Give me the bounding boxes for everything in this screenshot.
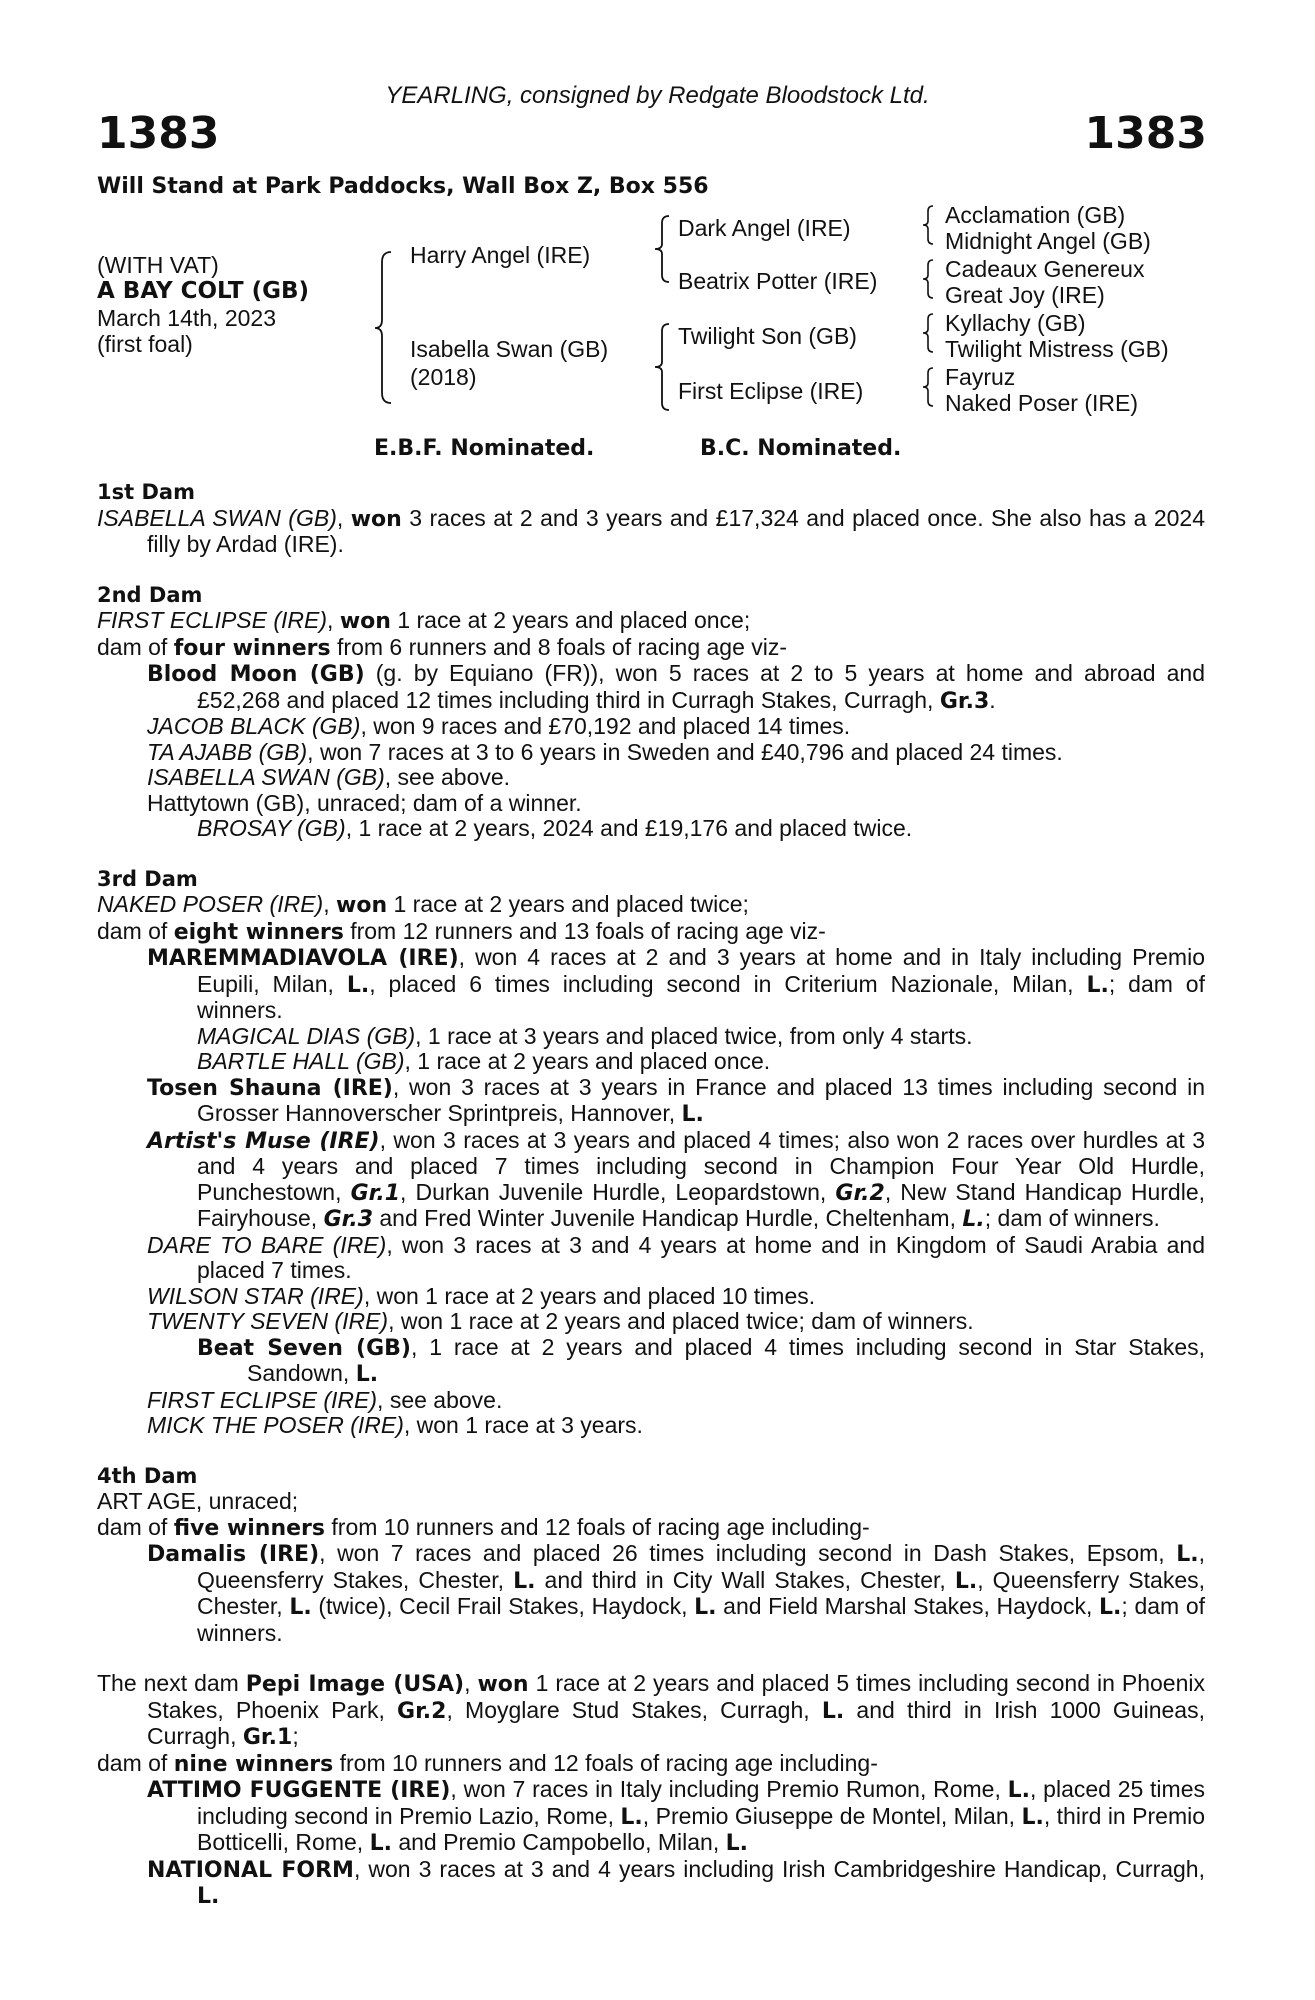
- produce-first-eclipse: FIRST ECLIPSE (IRE), see above.: [147, 1386, 503, 1413]
- fourth-dam-entry: ART AGE, unraced;: [97, 1488, 299, 1514]
- stand-location: Will Stand at Park Paddocks, Wall Box Z, Box 556: [97, 174, 709, 199]
- produce-brosay: BROSAY (GB), 1 race at 2 years, 2024 and £19,176 and placed twice.: [197, 815, 913, 841]
- consignor-line: YEARLING, consigned by Redgate Bloodstock Ltd.: [385, 82, 930, 109]
- produce-national-form: NATIONAL FORM, won 3 races at 3 and 4 years including Irish Cambridgeshire Handicap, Curragh, L.: [147, 1855, 1205, 1909]
- subject-name: A BAY COLT (GB): [97, 278, 310, 304]
- produce-tosen-shauna: Tosen Shauna (IRE), won 3 races at 3 years in France and placed 13 times including second in Grosser Hannoverscher Sprintpreis, Hannover, L.: [147, 1073, 1205, 1127]
- produce-bartle-hall: BARTLE HALL (GB), 1 race at 2 years and placed once.: [197, 1048, 771, 1074]
- produce-blood-moon: Blood Moon (GB) (g. by Equiano (FR)), won 5 races at 2 to 5 years at home and abroad and £52,268 and placed 12 times including third in Curragh Stakes, Curragh, Gr.3.: [147, 660, 1206, 714]
- brace-parents: [372, 250, 394, 405]
- bc-nominated: B.C. Nominated.: [700, 436, 902, 461]
- brace-ggp-2: [920, 258, 936, 300]
- pedigree-ggp-1: Acclamation (GB): [945, 202, 1126, 228]
- produce-jacob-black: JACOB BLACK (GB), won 9 races and £70,192 and placed 14 times.: [147, 713, 851, 739]
- brace-dam-line: [652, 322, 672, 412]
- produce-twenty-seven: TWENTY SEVEN (IRE), won 1 race at 2 years and placed twice; dam of winners.: [147, 1308, 974, 1334]
- second-dam-title: 2nd Dam: [97, 582, 203, 607]
- pedigree-ggp-2: Midnight Angel (GB): [945, 228, 1151, 254]
- brace-ggp-4: [920, 366, 936, 408]
- lot-number-right: 1383: [1084, 108, 1207, 159]
- next-dam-entry: The next dam Pepi Image (USA), won 1 race at 2 years and placed 5 times including second in Phoenix Stakes, Phoenix Park, Gr.2, Moyglare Stud Stakes, Curragh, L. and third in Irish 1000 Guineas, Curragh, Gr.1;: [97, 1670, 1205, 1750]
- next-dam-produce-summary: dam of nine winners from 10 runners and 12 foals of racing age including-: [97, 1749, 878, 1777]
- produce-artists-muse: Artist's Muse (IRE), won 3 races at 3 years and placed 4 times; also won 2 races over hurdles at 3 and 4 years and placed 7 times including second in Champion Four Year Old Hurdle, Punchestown, Gr.1, Durkan Juvenile Hurdle, Leopardstown, Gr.2, New Stand Handicap Hurdle, Fairyhouse, Gr.3 and Fred Winter Juvenile Handicap Hurdle, Cheltenham, L.; dam of winners.: [147, 1126, 1205, 1232]
- produce-hattytown: Hattytown (GB), unraced; dam of a winner.: [147, 789, 582, 816]
- first-dam-title: 1st Dam: [97, 480, 195, 504]
- produce-beat-seven: Beat Seven (GB), 1 race at 2 years and placed 4 times including second in Star Stakes, Sandown, L.: [197, 1333, 1205, 1387]
- pedigree-ggp-3: Cadeaux Genereux: [945, 256, 1145, 282]
- lot-number-left: 1383: [97, 108, 220, 159]
- pedigree-sire: Harry Angel (IRE): [410, 242, 591, 268]
- pedigree-dam-dam: First Eclipse (IRE): [678, 378, 864, 404]
- ebf-nominated: E.B.F. Nominated.: [374, 436, 595, 461]
- brace-ggp-1: [920, 204, 936, 246]
- pedigree-ggp-7: Fayruz: [945, 364, 1016, 390]
- produce-mick-the-poser: MICK THE POSER (IRE), won 1 race at 3 years.: [147, 1412, 643, 1438]
- pedigree-ggp-6: Twilight Mistress (GB): [945, 336, 1169, 362]
- pedigree-dam: Isabella Swan (GB): [410, 336, 609, 362]
- fourth-dam-produce-summary: dam of five winners from 10 runners and 12 foals of racing age including-: [97, 1513, 870, 1541]
- produce-damalis: Damalis (IRE), won 7 races and placed 26 times including second in Dash Stakes, Epsom, L., Queensferry Stakes, Chester, L. and third in City Wall Stakes, Chester, L., Queensferry Stakes, Chester, L. (twice), Cecil Frail Stakes, Haydock, L. and Field Marshal Stakes, Haydock, L.; dam of winners.: [147, 1540, 1206, 1646]
- pedigree-dam-year: (2018): [410, 364, 477, 390]
- subject-note: (first foal): [97, 331, 193, 357]
- third-dam-entry: NAKED POSER (IRE), won 1 race at 2 years and placed twice;: [97, 891, 749, 918]
- second-dam-produce-summary: dam of four winners from 6 runners and 8 foals of racing age viz-: [97, 633, 788, 661]
- brace-sire-line: [652, 214, 672, 284]
- produce-ta-ajabb: TA AJABB (GB), won 7 races at 3 to 6 years in Sweden and £40,796 and placed 24 times.: [147, 738, 1063, 765]
- produce-dare-to-bare: DARE TO BARE (IRE), won 3 races at 3 and 4 years at home and in Kingdom of Saudi Arabia and placed 7 times.: [147, 1231, 1205, 1283]
- vat-note: (WITH VAT): [97, 252, 219, 278]
- second-dam-entry: FIRST ECLIPSE (IRE), won 1 race at 2 years and placed once;: [97, 607, 751, 634]
- pedigree-sire-sire: Dark Angel (IRE): [678, 215, 851, 241]
- fourth-dam-title: 4th Dam: [97, 1463, 198, 1488]
- pedigree-ggp-5: Kyllachy (GB): [945, 310, 1086, 336]
- dam-line-body: [97, 480, 1205, 1910]
- pedigree-sire-dam: Beatrix Potter (IRE): [678, 268, 878, 294]
- produce-wilson-star: WILSON STAR (IRE), won 1 race at 2 years and placed 10 times.: [147, 1282, 816, 1309]
- pedigree-ggp-8: Naked Poser (IRE): [945, 390, 1139, 416]
- brace-ggp-3: [920, 312, 936, 354]
- produce-maremmadiavola: MAREMMADIAVOLA (IRE), won 4 races at 2 and 3 years at home and in Italy including Premio Eupili, Milan, L., placed 6 times including second in Criterium Nazionale, Milan, L.; dam of winners.: [147, 944, 1205, 1023]
- first-dam-entry: ISABELLA SWAN (GB), won 3 races at 2 and 3 years and £17,324 and placed once. She also has a 2024 filly by Ardad (IRE).: [97, 504, 1205, 557]
- produce-attimo-fuggente: ATTIMO FUGGENTE (IRE), won 7 races in Italy including Premio Rumon, Rome, L., placed 25 times including second in Premio Lazio, Rome, L., Premio Giuseppe de Montel, Milan, L., third in Premio Botticelli, Rome, L. and Premio Campobello, Milan, L.: [147, 1776, 1206, 1856]
- pedigree-ggp-4: Great Joy (IRE): [945, 282, 1105, 308]
- produce-isabella-swan: ISABELLA SWAN (GB), see above.: [147, 764, 511, 790]
- subject-dob: March 14th, 2023: [97, 305, 277, 331]
- third-dam-title: 3rd Dam: [97, 866, 198, 891]
- pedigree-dam-sire: Twilight Son (GB): [678, 323, 857, 349]
- produce-magical-dias: MAGICAL DIAS (GB), 1 race at 3 years and placed twice, from only 4 starts.: [197, 1022, 973, 1049]
- third-dam-produce-summary: dam of eight winners from 12 runners and 13 foals of racing age viz-: [97, 917, 826, 945]
